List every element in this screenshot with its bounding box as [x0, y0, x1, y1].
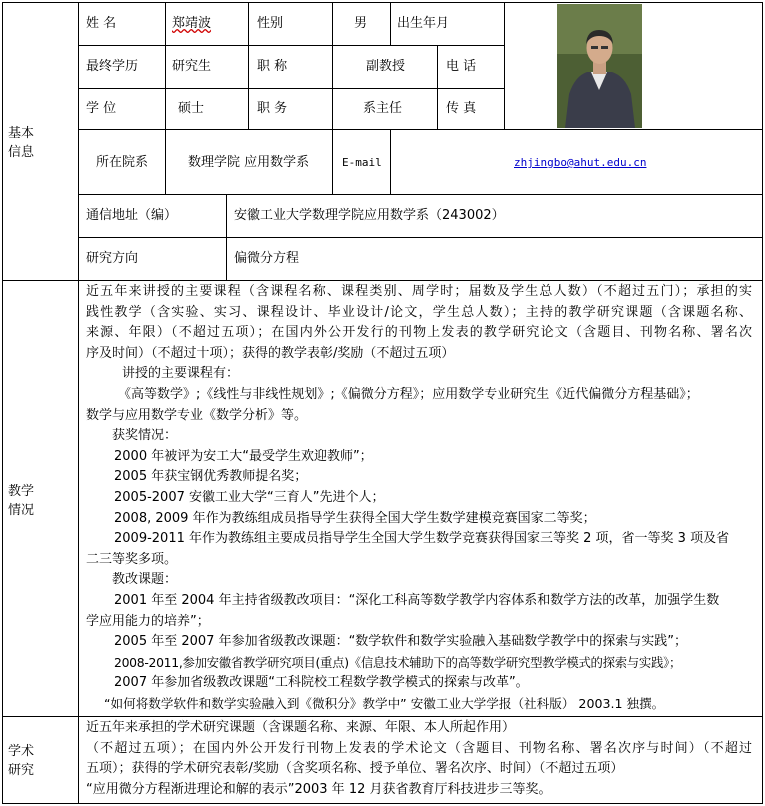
portrait-illustration — [557, 4, 642, 128]
col-line — [332, 129, 333, 195]
academic-content — [86, 718, 752, 800]
academic-line: 近五年来承担的学术研究课题（含课题名称、来源、年限、本人所起作用） — [86, 720, 516, 735]
teaching-line: 2007 年参加省级教改课题“工科院校工程数学教学模式的探索与改革”。 — [114, 675, 529, 691]
email-link[interactable]: zhjingbo@ahut.edu.cn — [514, 156, 647, 169]
row-line — [78, 45, 505, 46]
teaching-line: “如何将数学软件和数学实验融入到《微积分》教学中” 安徽工业大学学报（社科版） 2003.1 独撰。 — [104, 695, 665, 711]
email-label: E-mail — [342, 156, 382, 169]
col-line — [165, 2, 166, 130]
teaching-line: 2005 年至 2007 年参加省级教改课题：“数学软件和数学实验融入基础数学教学中的探索与实践”； — [114, 634, 688, 650]
birth-label: 出生年月 — [397, 16, 450, 31]
section-label-academic: 学术 研究 — [8, 744, 35, 778]
section-divider — [2, 716, 763, 717]
col-line — [165, 129, 166, 195]
education-label: 最终学历 — [86, 59, 139, 74]
teaching-line: 二三等奖多项。 — [86, 551, 178, 567]
teaching-line: 序及时间）（不超过十项）；获得的教学表彰/奖励（不超过五项） — [86, 345, 455, 361]
address-label: 通信地址（编） — [86, 208, 178, 223]
research-value: 偏微分方程 — [234, 251, 300, 266]
name-label: 姓 名 — [86, 16, 117, 31]
academic-line: “应用微分方程渐进理论和解的表示”2003 年 12 月获省教育厅科技进步三等奖。 — [86, 781, 552, 797]
phone-label: 电 话 — [446, 59, 477, 74]
col-line — [504, 2, 505, 130]
position-value: 系主任 — [363, 101, 403, 116]
row-line — [78, 88, 505, 89]
border — [2, 2, 3, 804]
title-label: 职 称 — [257, 59, 288, 74]
position-label: 职 务 — [257, 101, 288, 116]
teaching-line: 2001 年至 2004 年主持省级教改项目：“深化工科高等数学教学内容体系和数学方法的改革，加强学生数 — [114, 592, 720, 608]
education-value: 研究生 — [172, 59, 212, 74]
degree-label: 学 位 — [86, 101, 117, 116]
teaching-line: 教改课题： — [112, 572, 178, 588]
portrait-photo — [557, 4, 642, 128]
col-line — [390, 2, 391, 46]
col-line — [332, 2, 333, 130]
teaching-line: 2009-2011 年作为教练组主要成员指导学生全国大学生数学竞赛获得国家三等奖 2 项，省一等奖 3 项及省 — [114, 531, 730, 547]
department-value: 数理学院 应用数学系 — [188, 155, 310, 170]
row-line — [78, 194, 763, 195]
title-value: 副教授 — [366, 59, 406, 74]
col-line — [390, 129, 391, 195]
teaching-content — [86, 282, 752, 714]
border — [762, 2, 763, 804]
research-label: 研究方向 — [86, 251, 139, 266]
teaching-line: 2008-2011,参加安徽省教学研究项目(重点)《信息技术辅助下的高等数学研究型教学模式的探索与实践》； — [114, 654, 682, 670]
section-divider — [2, 280, 763, 281]
teaching-line: 践性教学（含实验、实习、课程设计、毕业设计/论文，学生总人数）；主持的教学研究课题（含课题名称、 — [86, 304, 752, 320]
teaching-line: 2008, 2009 年作为教练组成员指导学生获得全国大学生数学建模竞赛国家二等奖； — [114, 510, 596, 526]
teaching-line: 近五年来讲授的主要课程（含课程名称、课程类别、周学时；届数及学生总人数）（不超过五门）；承担的实 — [86, 284, 752, 299]
academic-line: 五项）；获得的学术研究表彰/奖励（含奖项名称、授予单位、署名次序、时间）（不超过五项） — [86, 761, 624, 777]
border — [2, 2, 763, 3]
fax-label: 传 真 — [446, 101, 477, 116]
academic-line: （不超过五项）；在国内外公开发行刊物上发表的学术论文（含题目、刊物名称、署名次序与时间）（不超过 — [86, 740, 752, 756]
teaching-line: 2005-2007 安徽工业大学“三育人”先进个人； — [114, 489, 385, 505]
address-value: 安徽工业大学数理学院应用数学系（243002） — [234, 208, 505, 223]
name-value: 郑靖波 — [172, 16, 212, 31]
border — [2, 803, 763, 804]
gender-label: 性别 — [257, 16, 284, 31]
col-line — [248, 2, 249, 130]
row-line — [78, 237, 763, 238]
teaching-line: 学应用能力的培养”； — [86, 613, 210, 629]
degree-value: 硕士 — [178, 101, 205, 116]
label-divider — [78, 2, 79, 804]
section-label-basic: 基本 信息 — [8, 126, 35, 160]
row-line — [78, 129, 763, 130]
col-line — [437, 45, 438, 130]
teaching-line: 获奖情况： — [112, 428, 178, 444]
teaching-line: 数学与应用数学专业《数学分析》等。 — [86, 407, 308, 423]
teaching-line: 2005 年获宝钢优秀教师提名奖； — [114, 469, 308, 485]
teaching-line: 《高等数学》;《线性与非线性规划》;《偏微分方程》；应用数学专业研究生《近代偏微分方程基础》； — [118, 386, 699, 402]
section-label-teaching: 教学 情况 — [8, 484, 35, 518]
teaching-line: 来源、年限）（不超过五项）；在国内外公开发行的刊物上发表的教学研究论文（含题目、刊物名称、署名次 — [86, 325, 752, 341]
department-label: 所在院系 — [96, 155, 149, 170]
col-line — [226, 194, 227, 281]
gender-value: 男 — [354, 16, 368, 31]
teaching-line: 讲授的主要课程有： — [122, 366, 240, 382]
teaching-line: 2000 年被评为安工大“最受学生欢迎教师”； — [114, 448, 373, 464]
